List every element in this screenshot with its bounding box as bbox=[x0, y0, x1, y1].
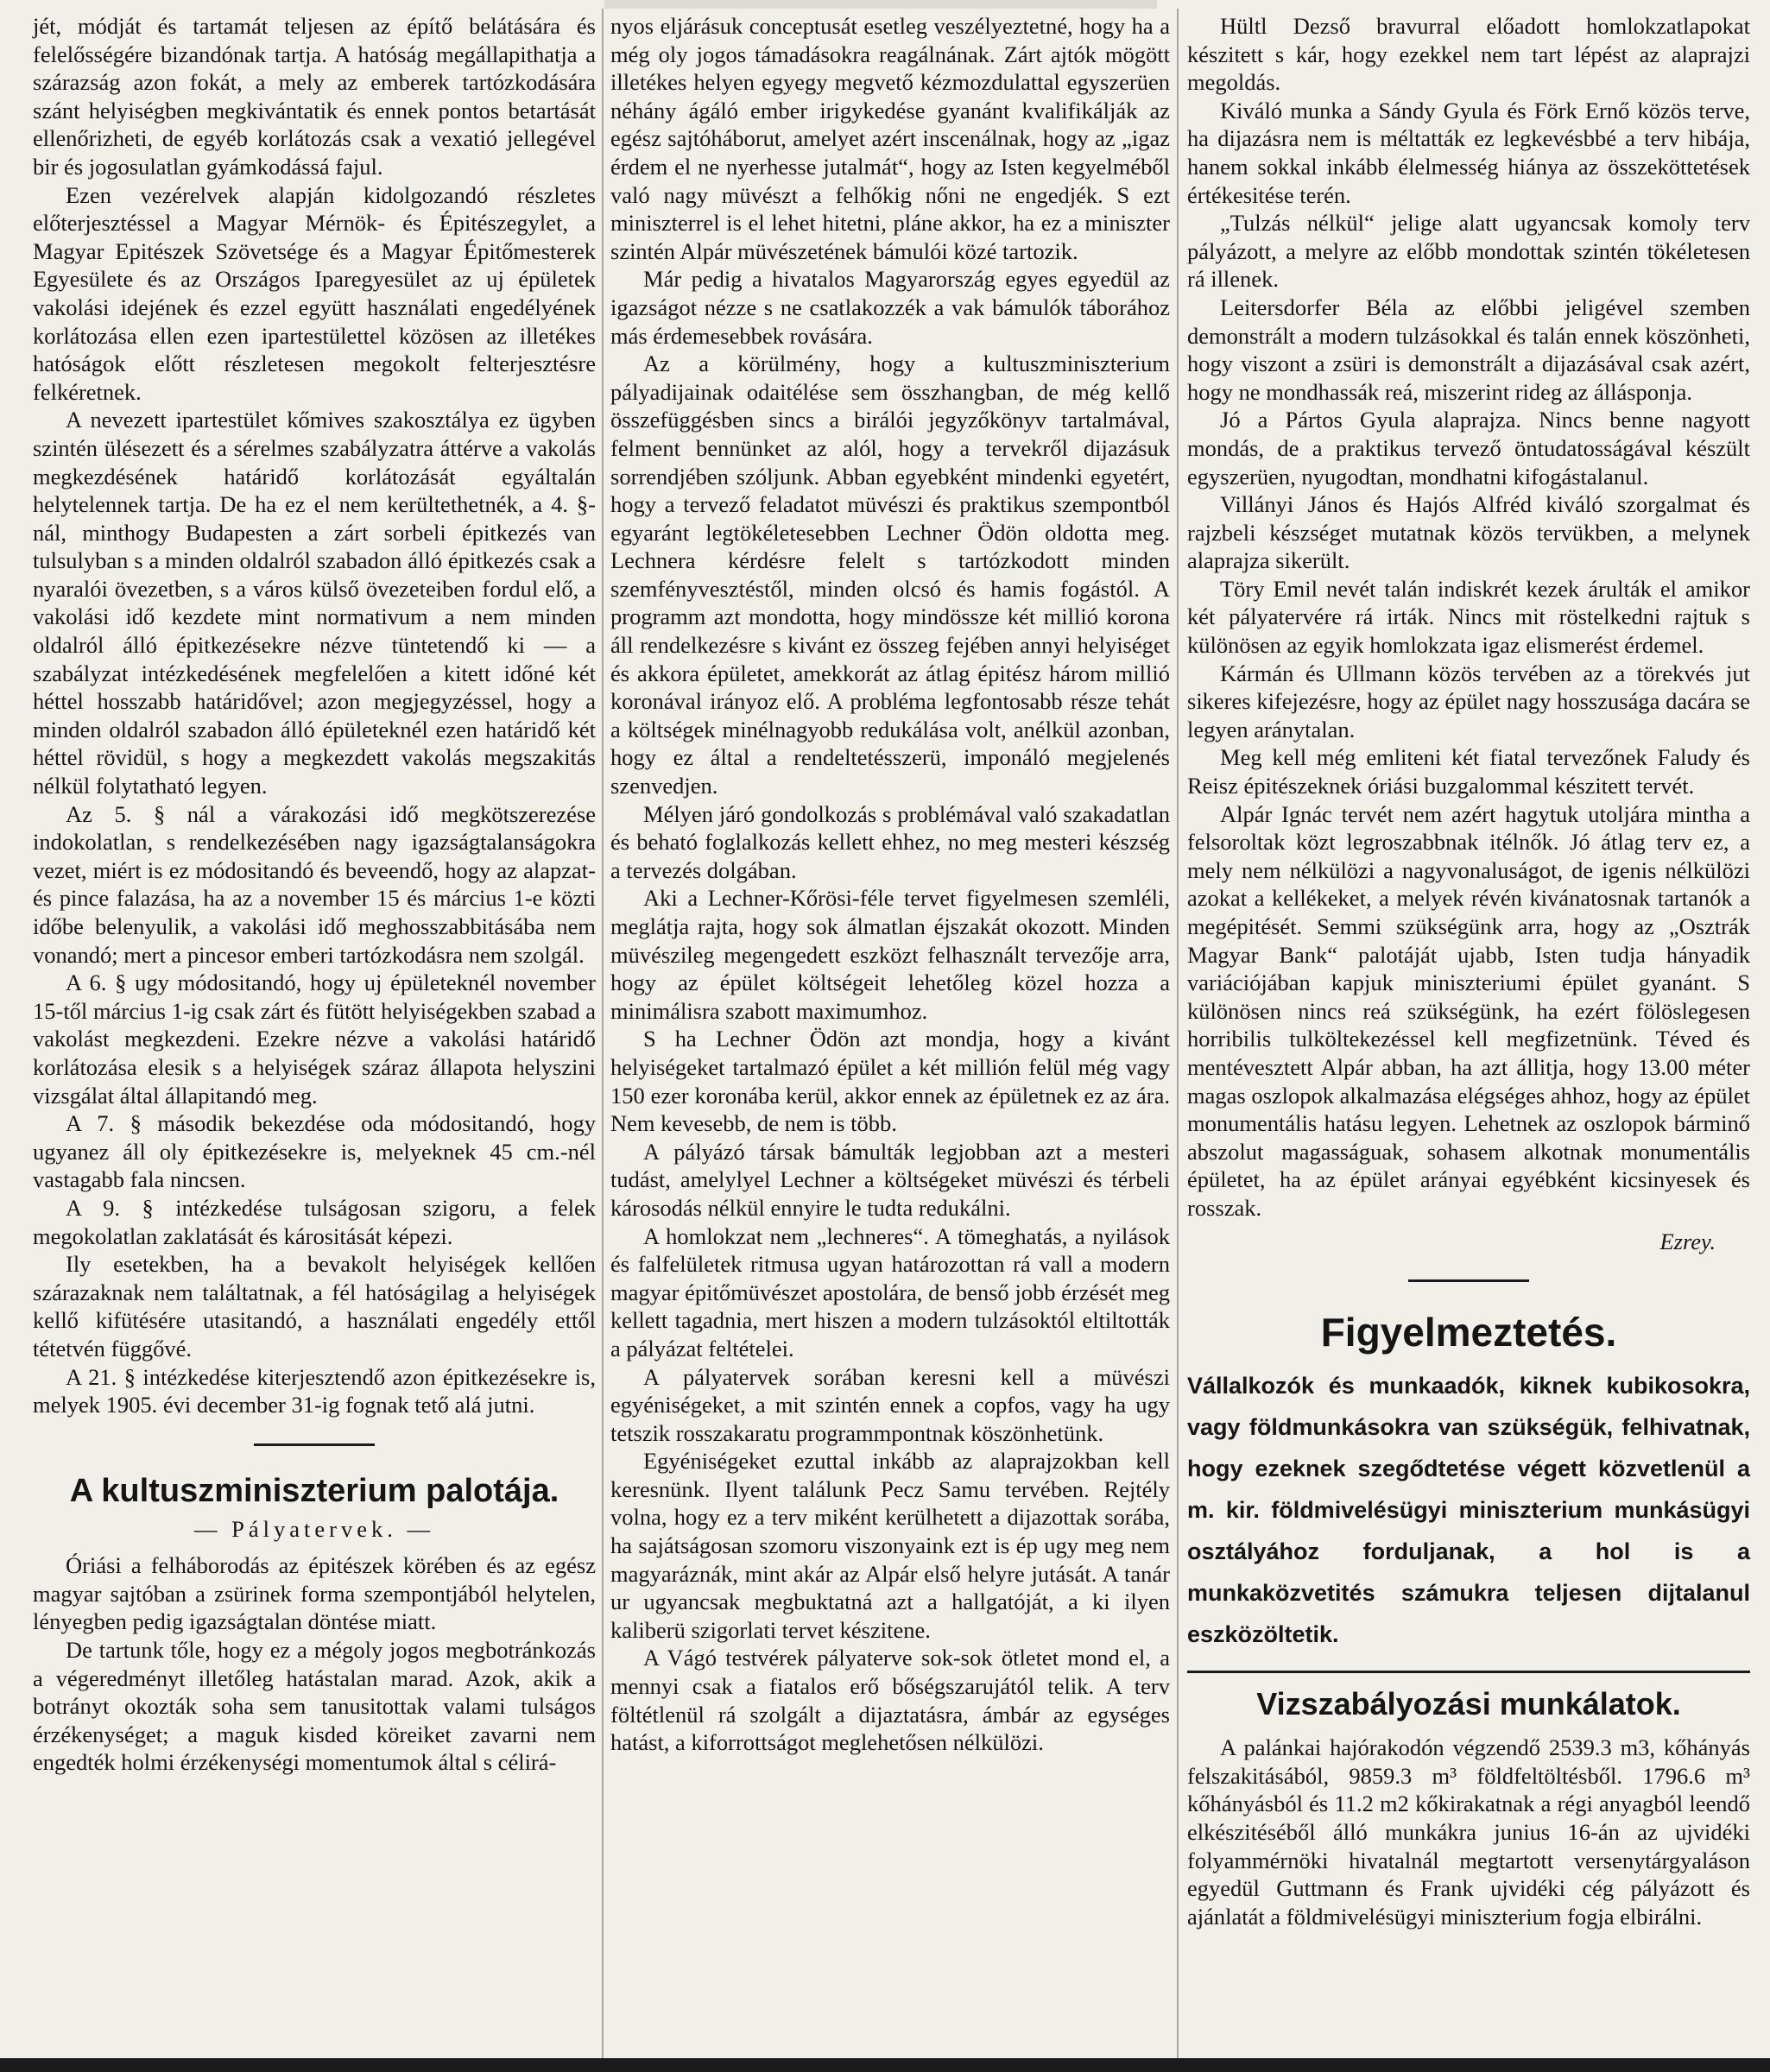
paragraph: jét, módját és tartamát teljesen az építő belátására és felelősségére bizandónak tartja. A hatóság megállapithatja a szárazság azon fokát, a mely az emberek tartózkodására szánt helyiségben megkivántatik és ennek pontos betartását ellenőrizheti, de egyéb korlátozás csak a vexatió jellegével bir és jogosulatlan gyámkodássá fajul. bbox=[33, 13, 596, 180]
column-rule-right bbox=[1177, 9, 1179, 2068]
paragraph: A 6. § ugy módositandó, hogy uj épületeknél november 15-től március 1-ig csak zárt és fütött helyiségekben szabad a vakolást megkezdeni. Ezekre nézve a vakolási határidő korlátozása elesik s a helyiségek száraz állapota helyszini vizsgálat által állapitandó meg. bbox=[33, 970, 596, 1109]
paragraph: Leitersdorfer Béla az előbbi jeligével szemben demonstrált a modern tulzásokkal és talán ennek köszönheti, hogy viszont a zsüri is demonstrált a dijazásával csak azért, hogy ne mondhassák reá, miszerint rideg az állásponja. bbox=[1187, 294, 1750, 405]
section-divider bbox=[1187, 1671, 1750, 1673]
paragraph: Alpár Ignác tervét nem azért hagytuk utoljára mintha a felsoroltak közt legroszabbnak itélnők. Jó átlag terv ez, a mely nem nélkülözi a nagyvonaluságot, de igenis nélkülözi azokat a kellékeket, a melyek révén kivánatosnak tartanók a megépitését. Semmi szükségünk arra, hogy az „Osztrák Magyar Bank“ palotáját ujabb, Isten tudja hányadik variációjában kapjuk miniszteriumi épület gyanánt. S különösen nincs reá szükségünk, ha ezért fölöslegesen horribilis tulköltekezéssel kell megfizetnünk. Téved és mentévesztett Alpár abban, ha azt állitja, hogy 13.00 méter magas oszlopok alkalmazása elégséges ahhoz, hogy az épület monumentális hatásu legyen. Lehetnek az oszlopok bárminő abszolut magasságuak, sohasem alkotnak monumentális épületet, ha az épület arányai egyébként kicsinyesek és rosszak. bbox=[1187, 800, 1750, 1221]
paragraph: Mélyen járó gondolkozás s problémával való szakadatlan és beható foglalkozás kellett ehhez, no meg mesteri készség a tervezés dolgában. bbox=[610, 800, 1170, 883]
column-rule-left bbox=[602, 9, 604, 2068]
section-divider bbox=[254, 1443, 375, 1446]
article-subheading: — Pályatervek. — bbox=[194, 1515, 434, 1542]
paragraph: Meg kell még emliteni két fiatal tervezőnek Faludy és Reisz épitészeknek óriási buzgalommal készitett tervét. bbox=[1187, 744, 1750, 799]
notice-heading: Vizszabályozási munkálatok. bbox=[1256, 1686, 1681, 1722]
paragraph: Aki a Lechner-Kőrösi-féle tervet figyelmesen szemléli, meglátja rajta, hogy sok álmatlan éjszakát okozott. Minden müvészileg megengedett eszközt felhasznált tervezője arra, hogy az épület költségeit lehetőleg közel hozza a minimálisra szabott maximumhoz. bbox=[610, 885, 1170, 1024]
paragraph: A pályázó társak bámulták legjobban azt a mesteri tudást, amelylyel Lechner a költségeket müvészi és térbeli károsodás nélkül ennyire le tudta redukálni. bbox=[610, 1138, 1170, 1221]
paragraph: Hültl Dezső bravurral előadott homlokzatlapokat készitett s kár, hogy ezekkel nem tart lépést az alaprajzi megoldás. bbox=[1187, 13, 1750, 96]
page-bottom-border bbox=[0, 2058, 1770, 2072]
article-heading: A kultuszminiszterium palotája. bbox=[69, 1472, 559, 1509]
paragraph: Óriási a felháborodás az épitészek körében és az egész magyar sajtóban a zsürinek forma szempontjából helytelen, lényegben pedig igazságtalan döntése miatt. bbox=[33, 1552, 596, 1635]
column-2 bbox=[610, 12, 1170, 1757]
section-divider bbox=[1408, 1279, 1529, 1282]
paragraph: Kármán és Ullmann közös tervében az a törekvés jut sikeres kifejezésre, hogy az épület nagy hosszusága dacára se legyen aránytalan. bbox=[1187, 660, 1750, 742]
paragraph: Ezen vezérelvek alapján kidolgozandó részletes előterjesztéssel a Magyar Mérnök- és Épitészegylet, a Magyar Epitészek Szövetsége és a Magyar Épitőmesterek Egyesülete és az Országos Iparegyesület az uj épületek vakolási idejének és ezzel együtt használati engedélyének korlátozása ellen ezen ipartestülettel közösen az illetékes hatóságok előtt részletesen megokolt felterjesztésre felkéretnek. bbox=[33, 181, 596, 405]
paragraph: Már pedig a hivatalos Magyarország egyes egyedül az igazságot nézze s ne csatlakozzék a vak bámulók táborához más érdemesebbek rovására. bbox=[610, 266, 1170, 349]
paragraph: S ha Lechner Ödön azt mondja, hogy a kivánt helyiségeket tartalmazó épület a két millión felül még vagy 150 ezer koronába kerül, akkor ennek az épületnek ez az ára. Nem kevesebb, de nem is több. bbox=[610, 1026, 1170, 1137]
paragraph: nyos eljárásuk conceptusát esetleg veszélyeztetné, hogy ha a még oly jogos támadásokra reagálnának. Zárt ajtók mögött illetékes helyen egyegy megvető kézmozdulattal egyszerüen néhány ágáló ember irigykedése gyanánt kvalifikálják az egész sajtóháborut, amelyet azért inscenálnak, hogy az „igaz érdem el ne nyerhesse jutalmát“, hogy az Isten kegyelméből való nagy müvészt a felhőkig nőni ne engedjék. S ezt miniszterrel is el lehet hitetni, pláne akkor, ha ez a miniszter szintén Alpár müvészetének bámulói közé tartozik. bbox=[610, 13, 1170, 264]
paragraph: Kiváló munka a Sándy Gyula és Förk Ernő közös terve, ha dijazásra nem is méltatták ez legkevésbbé a terv hibája, hanem sokkal inkább élelmesség hiánya az összeköttetések értékesitése terén. bbox=[1187, 97, 1750, 208]
author-signature: Ezrey. bbox=[1659, 1228, 1716, 1254]
paragraph: Villányi János és Hajós Alfréd kiváló szorgalmat és rajzbeli készséget mutatnak közös tervükben, a melynek alaprajza sikerült. bbox=[1187, 491, 1750, 574]
paragraph: A 7. § második bekezdése oda módositandó, hogy ugyanez áll oly épitkezésekre is, melyeknek 45 cm.-nél vastagabb fala nincsen. bbox=[33, 1110, 596, 1193]
paragraph: A 21. § intézkedése kiterjesztendő azon épitkezésekre is, melyek 1905. évi december 31-ig fognak tető alá jutni. bbox=[33, 1363, 596, 1418]
notice-body: Vállalkozók és munkaadók, kiknek kubikosokra, vagy földmunkásokra van szükségük, felhivatnak, hogy ezeknek szegődtetése végett közvetlenül a m. kir. földmivelésügyi miniszterium munkásügyi osztályához forduljanak, a hol is a munkaközvetités számukra teljesen dijtalanul eszközöltetik. bbox=[1187, 1373, 1750, 1648]
notice-heading: Figyelmeztetés. bbox=[1320, 1310, 1617, 1355]
paragraph: Jó a Pártos Gyula alaprajza. Nincs benne nagyott mondás, de a praktikus tervező öntudatosságával készült egyszerüen, nyugodtan, mondhatni kifogástalanul. bbox=[1187, 407, 1750, 490]
paragraph: A nevezett ipartestület kőmives szakosztálya ez ügyben szintén ülésezett és a sérelmes szabályzatra áttérve a vakolás megkezdésének határidő korlátozását egyáltalán helytelennek tartja. De ha ez el nem kerültethetnék, a 4. §-nál, minthogy Budapesten a zárt sorbeli épitkezés van tulsulyban s a minden oldalról szabadon álló épitkezés csak a nyaralói övezetben, s a város külső övezeteiben fordul elő, a vakolási idő kezdete mint normativum a nem minden oldalról álló épitkezésekre nézve tüntetendő ki — a szabályzat intézkedésének megfelelően a kitett időné két héttel hosszabb határidővel; azon megjegyzéssel, hogy a minden oldalról szabadon álló épületeknél ezen határidő két héttel rövidül, s hogy a megkezdett vakolás megszakitás nélkül folytatható legyen. bbox=[33, 407, 596, 799]
paragraph: Az a körülmény, hogy a kultuszminiszterium pályadijainak odaitélése sem összhangban, de még kellő összefüggésben sincs a birálói jegyzőkönyv tartalmával, felment bennünket az alól, hogy a tervekről dijazásuk sorrendjében szóljunk. Abban egyebként mindenki egyetért, hogy a tervező feladatot müvészi és praktikus szempontból egyaránt legtökéletesebben Lechner Ödön oldotta meg. Lechnera kérdésre felelt s tartózkodott minden szemfényvesztéstől, minden olcsó és hamis fogástól. A programm azt mondotta, hogy mindössze két millió korona áll rendelkezésre s kivánt ez összeg fejében annyi helyiséget és akkora épületet, amekkorát az átlag épitész három millió koronával irányoz elő. A probléma legfontosabb része tehát a költségek minélnagyobb redukálása volt, anélkül azonban, hogy ez által a rendeltetésszerü, imponáló megjelenés szenvedjen. bbox=[610, 351, 1170, 799]
paragraph: A palánkai hajórakodón végzendő 2539.3 m3, kőhányás felszakitásából, 9859.3 m³ földfeltöltésből. 1796.6 m³ kőhányásból és 11.2 m2 kőkirakatnak a régi anyagból leendő elkészitéséből álló munkákra junius 16-án az ujvidéki folyammérnöki hivatalnál megtartott versenytárgyaláson egyedül Guttmann és Frank ujvidéki cég pályázott és ajánlatát a földmivelésügyi miniszterium fogja elbirálni. bbox=[1187, 1734, 1750, 1930]
column-1 bbox=[33, 12, 596, 1777]
page-header-strip bbox=[604, 0, 1157, 9]
column-3 bbox=[1187, 12, 1750, 1930]
paragraph: A homlokzat nem „lechneres“. A tömeghatás, a nyilások és falfelületek ritmusa ugyan határozottan rá vall a modern magyar épitőmüvészet apostolára, de benső jobb érzését meg kellett tagadnia, mert hiszen a modern tulzásoktól eltiltották a pályázat feltételei. bbox=[610, 1222, 1170, 1361]
paragraph: A pályatervek sorában keresni kell a müvészi egyéniségeket, a mit szintén ennek a copfos, vagy ha ugy tetszik rosszakaratu programmpontnak köszönhetünk. bbox=[610, 1363, 1170, 1446]
paragraph: A Vágó testvérek pályaterve sok-sok ötletet mond el, a mennyi csak a fiatalos erő bőségszarujától telik. A terv föltétlenül rá szolgált a dijaztatásra, ámbár az egységes hatást, a kiforrottságot meglehetősen nélkülözi. bbox=[610, 1645, 1170, 1756]
paragraph: De tartunk tőle, hogy ez a mégoly jogos megbotránkozás a végeredményt illetőleg hatástalan marad. Azok, akik a botrányt okozták soha sem tanusitottak valami tulságos érzékenységet; a maguk kisded köreiket zavarni nem engedték holmi érzékenységi momentumok által s célirá- bbox=[33, 1637, 596, 1776]
paragraph: „Tulzás nélkül“ jelige alatt ugyancsak komoly terv pályázott, a melyre az előbb mondottak szintén tökéletesen rá illenek. bbox=[1187, 210, 1750, 293]
paragraph: A 9. § intézkedése tulságosan szigoru, a felek megokolatlan zaklatását és kárositását képezi. bbox=[33, 1194, 596, 1249]
paragraph: Egyéniségeket ezuttal inkább az alaprajzokban kell keresnünk. Ilyent találunk Pecz Samu tervében. Rejtély volna, hogy ez a terv miként kerülhetett a dijazottak sorába, ha sajátságosan szomoru viszonyaink ezt is ép ugy meg nem magyaráznák, mint akár az Alpár első helyre jutását. A tanár ur ugyancsak megbuktatná azt a hallgatóját, a ki ilyen kaliberü szigorlati tervet készitene. bbox=[610, 1448, 1170, 1643]
paragraph: Az 5. § nál a várakozási idő megkötszerezése indokolatlan, s rendelkezésében nagy igazságtalanságokra vezet, miért is ez módositandó és beveendő, hogy az alapzat- és pince falazása, ha az a november 15 és március 1-e közti időbe belenyulik, a vakolási idő meghosszabbitásába nem vonandó; mert a pincesor emberi tartózkodásra nem szolgál. bbox=[33, 800, 596, 968]
paragraph: Töry Emil nevét talán indiskrét kezek árulták el amikor két pályatervére rá irták. Nincs mit röstelkedni rajtuk s különösen az egyik homlokzata igaz elismerést érdemel. bbox=[1187, 575, 1750, 659]
paragraph: Ily esetekben, ha a bevakolt helyiségek kellően szárazaknak nem találtatnak, a fél hatóságilag a helyiségek kellő kifütésére utasitandó, a használati engedély ettől tétetvén függővé. bbox=[33, 1251, 596, 1361]
